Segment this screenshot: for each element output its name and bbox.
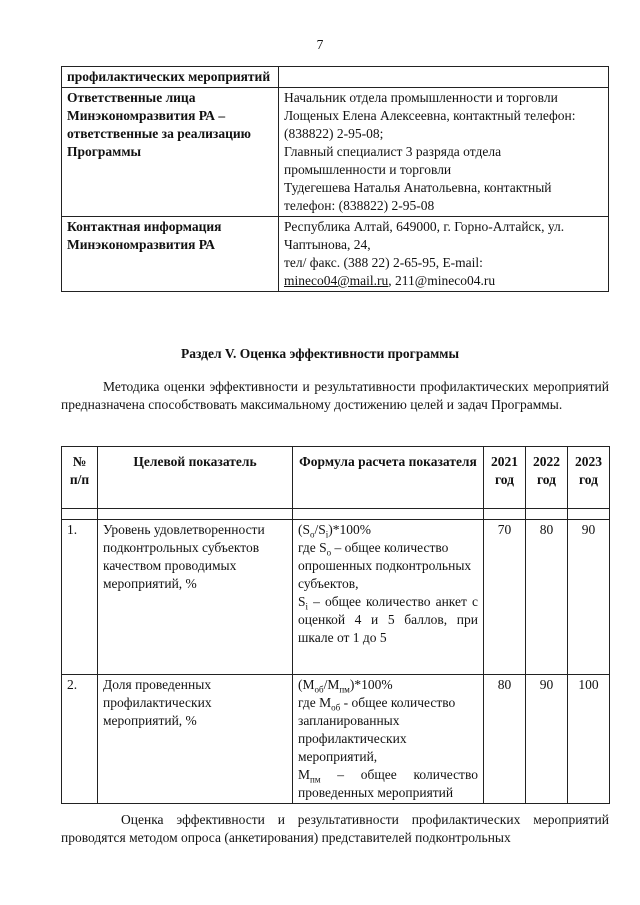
value-line: Тудегешева Наталья Анатольевна, контактный телефон: (838822) 2-95-08 xyxy=(284,180,552,213)
email-line xyxy=(284,272,603,290)
info-label: Контактная информация Минэкономразвития РА xyxy=(62,217,279,292)
indicators-table xyxy=(61,446,610,804)
closing-text: Оценка эффективности и результативности профилактических мероприятий проводятся методом опроса (анкетирования) представителей подконтрольных xyxy=(61,812,609,845)
formula-definition: где $М_{об}$ - общее количество запланированных профилактических мероприятий, xyxy=(298,695,456,764)
header-row xyxy=(62,447,610,509)
info-row xyxy=(62,88,609,217)
info-row xyxy=(62,217,609,292)
header-indicator: Целевой показатель xyxy=(98,447,293,509)
closing-paragraph xyxy=(61,811,609,847)
row-num: 1. xyxy=(62,520,98,675)
spacer-row xyxy=(62,509,610,520)
intro-text: Методика оценки эффективности и результативности профилактических мероприятий предназначена способствовать максимальному достижению целей и задач Программы. xyxy=(61,379,609,412)
value-line: Республика Алтай, 649000, г. Горно-Алтайск, ул. Чаптынова, 24, xyxy=(284,219,565,252)
value-line: Начальник отдела промышленности и торговли xyxy=(284,90,558,105)
info-label: Ответственные лица Минэкономразвития РА – ответственные за реализацию Программы xyxy=(62,88,279,217)
value-line: тел/ факс. (388 22) 2-65-95, E-mail: xyxy=(284,255,483,270)
value-2021: 70 xyxy=(484,520,526,675)
info-label: профилактических мероприятий xyxy=(62,67,279,88)
table-row xyxy=(62,520,610,675)
formula-definition: где $S_о$ – общее количество опрошенных подконтрольных субъектов, xyxy=(298,540,472,591)
value-line: Лощеных Елена Алексеевна, контактный телефон: (838822) 2-95-08; xyxy=(284,108,576,141)
intro-paragraph xyxy=(61,378,609,414)
header-2021: 2021 год xyxy=(484,447,526,509)
value-2021: 80 xyxy=(484,675,526,804)
formula-definition: $М_{пм}$ – общее количество проведенных мероприятий xyxy=(298,767,478,800)
email-separator: , xyxy=(388,273,392,288)
email-text: 211@mineco04.ru xyxy=(395,273,496,288)
info-value xyxy=(279,67,609,88)
row-indicator: Уровень удовлетворенности подконтрольных субъектов качеством проводимых мероприятий, % xyxy=(98,520,293,675)
value-2023: 90 xyxy=(568,520,610,675)
page-number: 7 xyxy=(316,37,324,52)
row-indicator: Доля проведенных профилактических мероприятий, % xyxy=(98,675,293,804)
value-line: Главный специалист 3 разряда отдела промышленности и торговли xyxy=(284,144,502,177)
header-2023: 2023 год xyxy=(568,447,610,509)
header-2022: 2022 год xyxy=(526,447,568,509)
program-info-table xyxy=(61,66,609,292)
formula-expression: $(S_о/S_i)*100\%$ xyxy=(298,522,372,540)
header-formula: Формула расчета показателя xyxy=(293,447,484,509)
value-2022: 90 xyxy=(526,675,568,804)
value-2022: 80 xyxy=(526,520,568,675)
table-row xyxy=(62,675,610,804)
formula-expression: $(М_{об}/М_{пм})*100\%$ xyxy=(298,677,393,695)
info-value xyxy=(279,217,609,292)
info-row xyxy=(62,67,609,88)
value-2023: 100 xyxy=(568,675,610,804)
row-formula xyxy=(293,520,484,675)
formula-definition: $S_i$ – общее количество анкет с оценкой 4 и 5 баллов, при шкале от 1 до 5 xyxy=(298,594,478,645)
email-link[interactable]: mineco04@mail.ru xyxy=(284,273,389,288)
row-num: 2. xyxy=(62,675,98,804)
row-formula xyxy=(293,675,484,804)
info-value xyxy=(279,88,609,217)
header-num: № п/п xyxy=(62,447,98,509)
section-title: Раздел V. Оценка эффективности программы xyxy=(180,346,460,361)
